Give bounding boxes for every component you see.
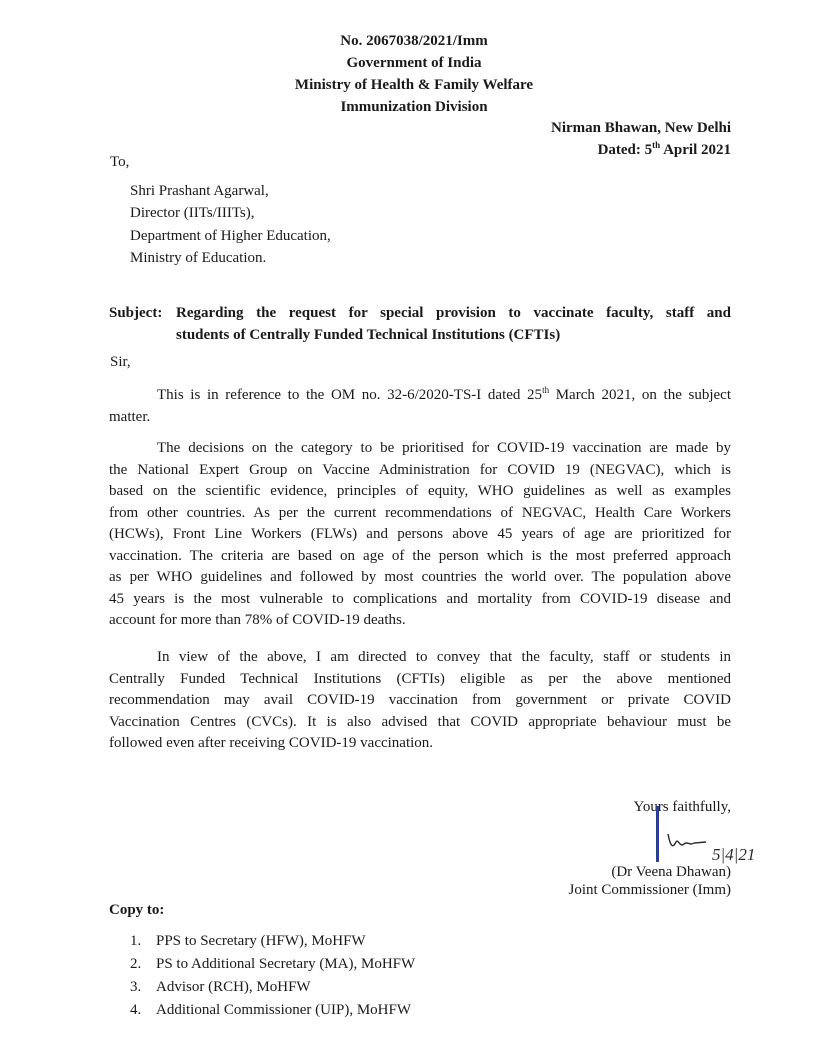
- to-label: To,: [110, 154, 130, 170]
- paragraph-line: 45 years is the most vulnerable to complications and mortality from COVID-19 disease and: [109, 590, 731, 607]
- copy-to-label: Copy to:: [109, 902, 165, 918]
- paragraph-reference: [109, 385, 731, 428]
- date-line: Dated: 5th April 2021: [597, 140, 731, 158]
- place-line: Nirman Bhawan, New Delhi: [550, 120, 731, 136]
- paragraph-line: (HCWs), Front Line Workers (FLWs) and persons above 45 years of age are prioritized for: [109, 526, 731, 542]
- division-line: Immunization Division: [340, 99, 488, 115]
- signature-date: 5|4|21: [712, 845, 756, 864]
- signatory-title: Joint Commissioner (Imm): [568, 882, 731, 898]
- closing: Yours faithfully,: [633, 799, 731, 815]
- signatory-name: (Dr Veena Dhawan): [611, 864, 731, 880]
- paragraph-line: followed even after receiving COVID-19 vaccination.: [109, 735, 434, 751]
- list-item: 4. Additional Commissioner (UIP), MoHFW: [130, 1002, 411, 1018]
- paragraph-reference-line: matter.: [109, 408, 151, 425]
- paragraph-line: based on the scientific evidence, principles of equity, WHO guidelines as well as examples: [109, 483, 731, 499]
- addressee-ministry: Ministry of Education.: [130, 250, 267, 266]
- paragraph-line: as per WHO guidelines and followed by most countries the world over. The population above: [109, 569, 731, 585]
- addressee-department: Department of Higher Education,: [130, 228, 331, 244]
- paragraph-directive: [109, 647, 731, 755]
- subject-line-1: Regarding the request for special provision to vaccinate faculty, staff and: [176, 305, 731, 321]
- paragraph-prioritisation: [109, 438, 731, 632]
- salutation: Sir,: [110, 354, 131, 370]
- ministry-line: Ministry of Health & Family Welfare: [294, 77, 534, 93]
- copy-to-list: [130, 930, 415, 1022]
- paragraph-line: account for more than 78% of COVID-19 deaths.: [109, 612, 406, 628]
- letter-number: No. 2067038/2021/Imm: [340, 33, 488, 49]
- paragraph-line: the National Expert Group on Vaccine Administration for COVID 19 (NEGVAC), which is: [109, 461, 731, 478]
- government-line: Government of India: [346, 55, 482, 71]
- paragraph-line: recommendation may avail COVID-19 vaccination from government or private COVID: [109, 692, 731, 708]
- addressee-name: Shri Prashant Agarwal,: [130, 183, 269, 199]
- subject-line-2: students of Centrally Funded Technical Institutions (CFTIs): [176, 327, 561, 343]
- subject-label: Subject:: [109, 305, 163, 321]
- paragraph-reference-line: This is in reference to the OM no. 32-6/2020-TS-I dated 25th March 2021, on the subject: [157, 385, 731, 403]
- paragraph-line: In view of the above, I am directed to convey that the faculty, staff or students in: [157, 649, 731, 665]
- paragraph-line: Centrally Funded Technical Institutions (CFTIs) eligible as per the above mentioned: [109, 670, 731, 687]
- paragraph-line: Vaccination Centres (CVCs). It is also advised that COVID appropriate behaviour must be: [109, 713, 731, 730]
- list-item: 3. Advisor (RCH), MoHFW: [130, 979, 311, 995]
- addressee-designation: Director (IITs/IIITs),: [130, 205, 255, 221]
- paragraph-line: vaccination. The criteria are based on age of the person which is the most preferred approach: [109, 547, 731, 564]
- list-item: 2. PS to Additional Secretary (MA), MoHFW: [130, 956, 416, 972]
- paragraph-line: The decisions on the category to be prioritised for COVID-19 vaccination are made by: [157, 440, 731, 456]
- list-item: 1. PPS to Secretary (HFW), MoHFW: [130, 933, 366, 949]
- paragraph-line: from other countries. As per the current recommendations of NEGVAC, Health Care Workers: [109, 504, 731, 521]
